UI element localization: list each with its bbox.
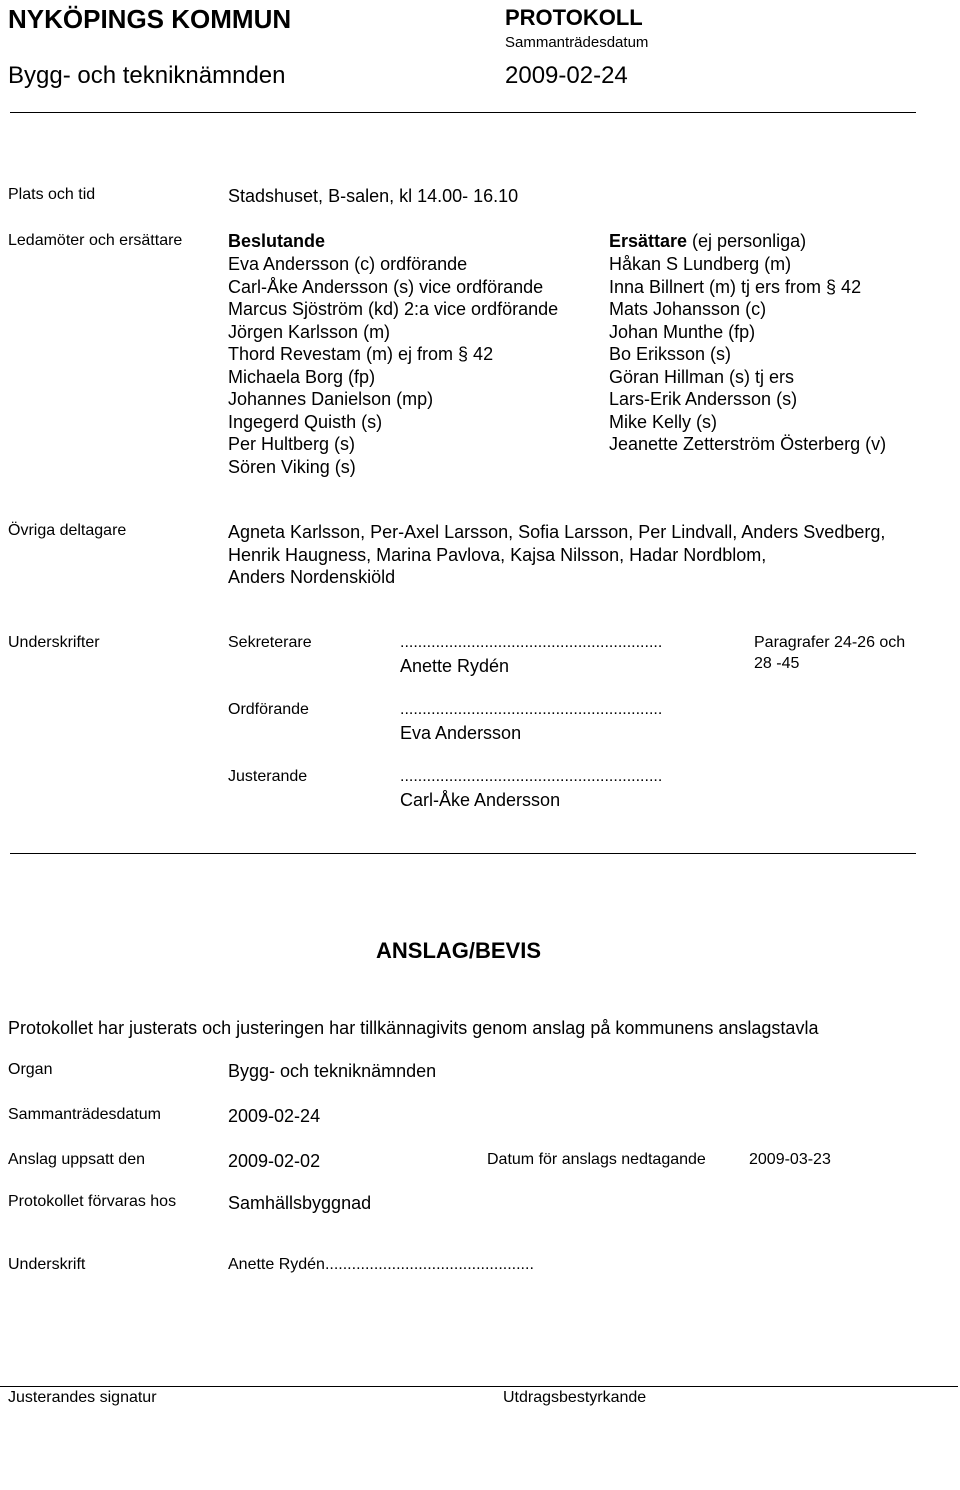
substitute-member: Johan Munthe (fp) [609, 321, 756, 342]
footer-divider [0, 1386, 958, 1387]
decision-member: Ingegerd Quisth (s) [228, 411, 383, 432]
removal-value: 2009-03-23 [749, 1151, 831, 1168]
footer-left: Justerandes signatur [8, 1389, 157, 1406]
signature-value: Anette Rydén............................................... [228, 1256, 534, 1273]
footer-right: Utdragsbestyrkande [503, 1389, 647, 1406]
adjuster-role: Justerande [228, 768, 308, 785]
kept-label: Protokollet förvaras hos [8, 1193, 177, 1210]
others-line: Anders Nordenskiöld [228, 567, 396, 587]
signatures-label: Underskrifter [8, 634, 100, 651]
paragraphs-line-2: 28 -45 [754, 655, 800, 672]
substitutes-heading [609, 231, 806, 252]
substitute-member: Göran Hillman (s) tj ers [609, 366, 795, 387]
substitute-member: Lars-Erik Andersson (s) [609, 389, 798, 409]
header-date-label: Sammanträdesdatum [505, 34, 649, 51]
substitute-member: Inna Billnert (m) tj ers from § 42 [609, 276, 862, 297]
others-label: Övriga deltagare [8, 522, 127, 539]
notice-date-value: 2009-02-24 [228, 1106, 321, 1126]
posted-value: 2009-02-02 [228, 1151, 321, 1171]
others-line: Henrik Haugness, Marina Pavlova, Kajsa Nilsson, Hadar Nordblom, [228, 544, 767, 565]
secretary-signature-line: ........................................................... [400, 634, 663, 651]
chair-signature-line: ........................................................... [400, 701, 663, 718]
posted-label: Anslag uppsatt den [8, 1151, 145, 1168]
others-line: Agneta Karlsson, Per-Axel Larsson, Sofia Larsson, Per Lindvall, Anders Svedberg, [228, 522, 886, 542]
decision-member: Sören Viking (s) [228, 456, 356, 477]
organ-value: Bygg- och tekniknämnden [228, 1061, 437, 1081]
signature-label: Underskrift [8, 1256, 86, 1273]
document-type: PROTOKOLL [505, 5, 643, 30]
substitutes-list [609, 253, 886, 456]
committee-name: Bygg- och tekniknämnden [8, 62, 286, 89]
signatures-divider [10, 853, 916, 854]
chair-name: Eva Andersson [400, 723, 522, 743]
kept-value: Samhällsbyggnad [228, 1193, 372, 1213]
substitute-member: Mike Kelly (s) [609, 411, 718, 432]
adjuster-signature-line: ........................................................... [400, 768, 663, 785]
substitutes-heading-bold: Ersättare [609, 231, 688, 251]
removal-label: Datum för anslags nedtagande [487, 1151, 706, 1168]
notice-date-label: Sammanträdesdatum [8, 1106, 161, 1123]
decision-member: Jörgen Karlsson (m) [228, 321, 391, 342]
decision-members-list [228, 253, 558, 478]
decision-member: Thord Revestam (m) ej from § 42 [228, 344, 494, 364]
substitute-member: Mats Johansson (c) [609, 299, 767, 319]
decision-member: Marcus Sjöström (kd) 2:a vice ordförande [228, 299, 559, 319]
notice-title: ANSLAG/BEVIS [376, 938, 542, 963]
place-value: Stadshuset, B-salen, kl 14.00- 16.10 [228, 186, 519, 206]
place-label: Plats och tid [8, 186, 96, 203]
paragraphs-line-1: Paragrafer 24-26 och [754, 634, 906, 651]
decision-heading: Beslutande [228, 231, 326, 251]
notice-statement: Protokollet har justerats och justeringen har tillkännagivits genom anslag på kommunens anslagstavla [8, 1018, 819, 1038]
others-list [228, 521, 885, 589]
substitutes-heading-rest: (ej personliga) [687, 231, 807, 251]
municipality-name: NYKÖPINGS KOMMUN [8, 4, 292, 34]
decision-member: Per Hultberg (s) [228, 434, 356, 454]
header-date: 2009-02-24 [505, 62, 628, 89]
decision-member: Michaela Borg (fp) [228, 366, 376, 387]
substitute-member: Jeanette Zetterström Österberg (v) [609, 434, 887, 454]
substitute-member: Bo Eriksson (s) [609, 344, 732, 364]
organ-label: Organ [8, 1061, 53, 1078]
secretary-name: Anette Rydén [400, 656, 510, 676]
members-label: Ledamöter och ersättare [8, 232, 183, 249]
header-divider [10, 112, 916, 113]
substitute-member: Håkan S Lundberg (m) [609, 254, 792, 274]
decision-member: Eva Andersson (c) ordförande [228, 254, 468, 274]
adjuster-name: Carl-Åke Andersson [400, 790, 561, 810]
secretary-role: Sekreterare [228, 634, 312, 651]
decision-member: Carl-Åke Andersson (s) vice ordförande [228, 276, 544, 297]
decision-member: Johannes Danielson (mp) [228, 389, 434, 409]
chair-role: Ordförande [228, 701, 309, 718]
